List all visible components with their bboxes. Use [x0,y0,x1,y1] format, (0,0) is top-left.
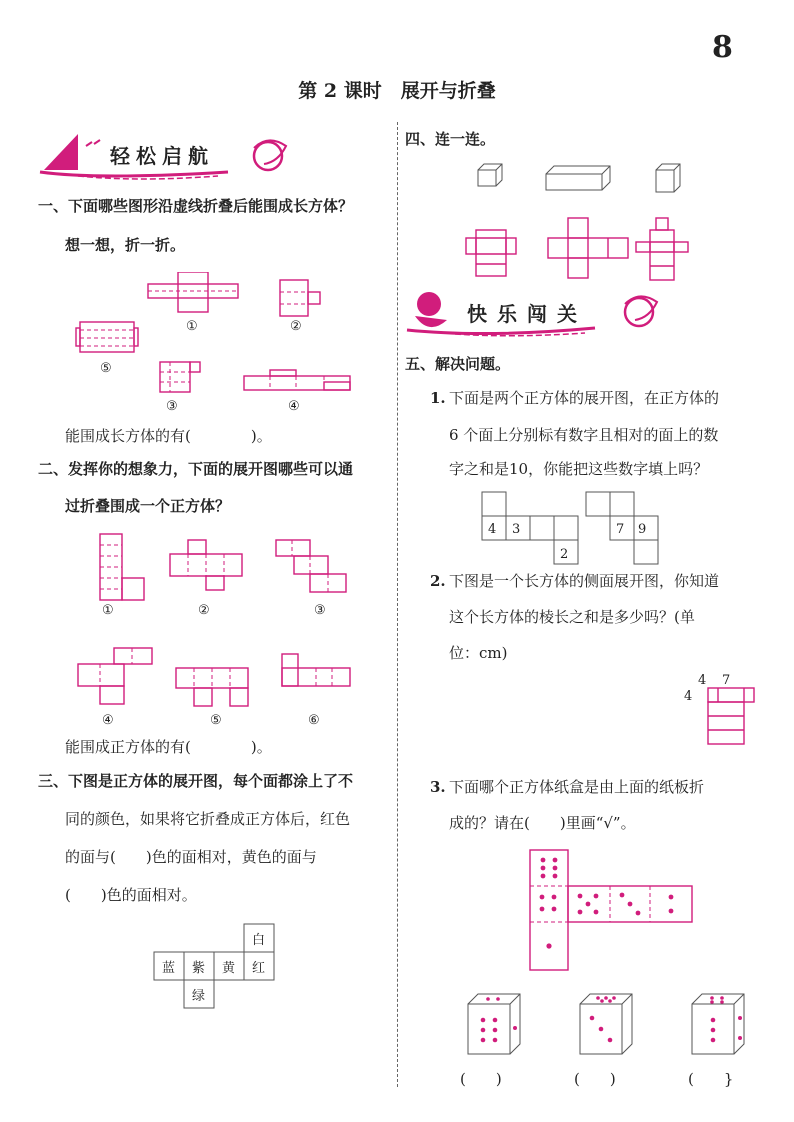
dim-width: 4 [698,673,707,688]
num-3: 3 [512,522,521,537]
p2-line-3: 位：cm) [449,644,508,662]
label-2: ② [198,603,210,618]
cell-purple: 紫 [192,961,206,976]
number-net-a [482,492,578,564]
net-tall [636,218,688,280]
dice-option-a[interactable] [468,994,520,1054]
p3-number: 3. [430,778,446,796]
q3-line-4: ( )色的面相对。 [65,886,197,904]
net-cross [548,218,628,278]
answer-bracket-c[interactable]: ( } [688,1070,734,1088]
q3-line-2: 同的颜色，如果将它折叠成正方体后，红色 [65,810,351,828]
answer-bracket-a[interactable]: ( ) [460,1070,502,1088]
page-title: 第 2 课时 展开与折叠 [298,80,496,102]
p2-number: 2. [430,572,446,590]
p1-nets [480,490,680,568]
num-4: 4 [488,522,497,537]
cube-net-6 [282,654,350,686]
banner-happy-challenge [405,286,675,338]
cell-yellow: 黄 [222,961,236,976]
dim-height: 4 [684,689,693,704]
label-1: ① [186,319,198,334]
cell-green: 绿 [192,989,206,1004]
dice-options [460,992,760,1062]
p2-line-1: 下图是一个长方体的侧面展开图，你知道 [449,572,720,590]
label-3: ③ [166,399,178,414]
q3-line-1: 三、下图是正方体的展开图，每个面都涂上了不 [38,772,354,790]
net-cuboid [466,230,516,276]
q2-figures [70,530,370,730]
label-6: ⑥ [308,713,320,728]
page-number: 8 [712,30,733,65]
cuboid-net-1 [148,272,238,312]
q4-heading: 四、连一连。 [405,130,496,148]
q2-answer: 能围成正方体的有( )。 [65,738,272,756]
cell-red: 红 [252,961,266,976]
cube-net-5 [176,668,248,706]
num-2: 2 [560,547,569,562]
q1-figures [70,272,370,422]
banner-easy-start [38,130,298,182]
cube-net-3 [276,540,346,592]
label-4: ④ [288,399,300,414]
q2-heading: 二、发挥你的想象力，下面的展开图哪些可以通 [38,460,354,478]
cube-net-1 [100,534,144,600]
label-5: ⑤ [100,361,112,376]
p1-line-2: 6 个面上分别标有数字且相对的面上的数 [449,426,719,444]
banner-title: 快乐闯关 [467,302,587,326]
color-cube-net [150,922,280,1010]
label-5: ⑤ [210,713,222,728]
dice-option-b[interactable] [580,994,632,1054]
label-1: ① [102,603,114,618]
num-7: 7 [616,522,625,537]
q1-heading: 一、下面哪些图形沿虚线折叠后能围成长方体？ [38,197,354,215]
p3-line-2: 成的？请在( )里画“√”。 [449,814,636,832]
q3-line-3: 的面与( )色的面相对，黄色的面与 [65,848,317,866]
cell-white: 白 [252,933,266,948]
dice-net [528,848,698,972]
solid-cuboid-long [546,166,610,190]
answer-bracket-b[interactable]: ( ) [574,1070,616,1088]
p1-line-1: 下面是两个正方体的展开图，在正方体的 [449,389,720,407]
cube-net-4 [78,648,152,704]
label-4: ④ [102,713,114,728]
q4-matching [460,160,700,285]
cuboid-net-5 [76,322,138,352]
label-3: ③ [314,603,326,618]
cuboid-net-4 [244,370,350,390]
cell-blue: 蓝 [162,961,176,976]
number-net-b [586,492,658,564]
dim-length: 7 [722,673,731,688]
p1-line-3: 字之和是10，你能把这些数字填上吗？ [449,460,709,478]
dice-option-c[interactable] [692,994,744,1054]
p3-line-1: 下面哪个正方体纸盒是由上面的纸板折 [449,778,705,796]
q1-answer: 能围成长方体的有( )。 [65,427,272,445]
q1-subheading: 想一想，折一折。 [65,236,186,254]
num-9: 9 [638,522,647,537]
column-divider [397,122,398,1087]
cuboid-net-3 [160,362,200,392]
banner-title: 轻松启航 [110,144,214,168]
q2-heading-2: 过折叠围成一个正方体？ [65,497,231,515]
solid-cube-small [478,164,502,186]
q5-heading: 五、解决问题。 [405,355,511,373]
solid-cuboid-tall [656,164,680,192]
p2-cuboid-net [678,670,758,748]
cube-net-2 [170,540,242,590]
label-2: ② [290,319,302,334]
p2-line-2: 这个长方体的棱长之和是多少吗？(单 [449,608,695,626]
cuboid-net-2 [280,280,320,316]
p1-number: 1. [430,389,446,407]
